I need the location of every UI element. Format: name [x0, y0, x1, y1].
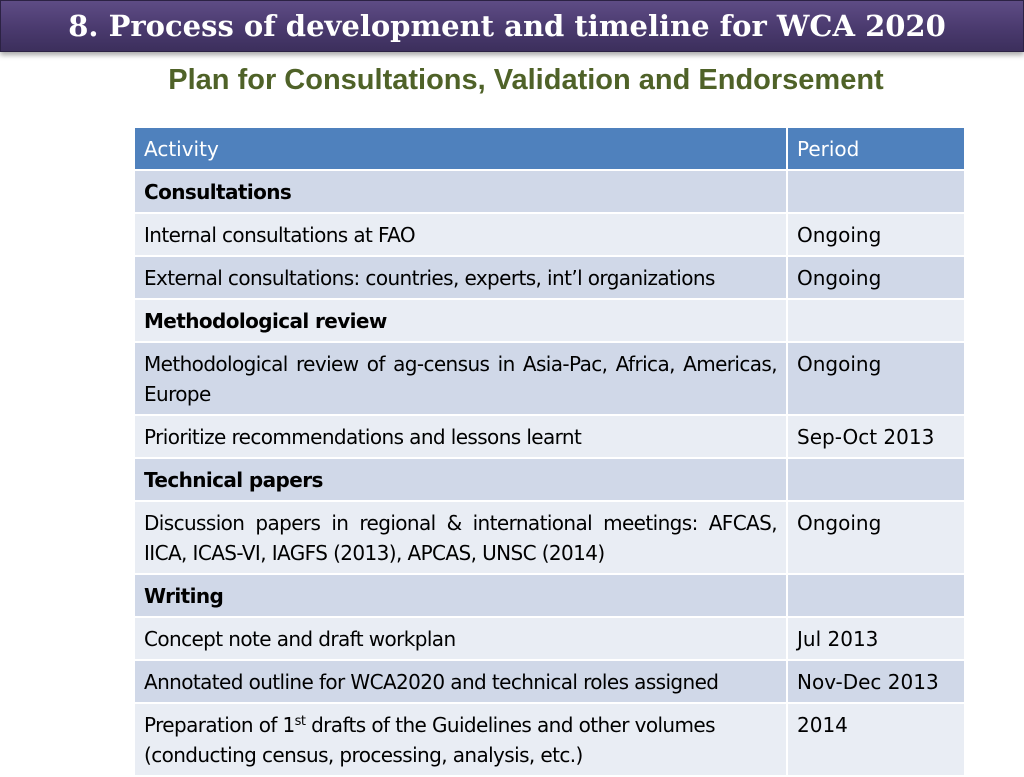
period-cell: Nov-Dec 2013	[787, 660, 965, 703]
table-row	[134, 256, 965, 299]
period-cell: Ongoing	[787, 256, 965, 299]
activity-cell: Annotated outline for WCA2020 and technical roles assigned	[134, 660, 787, 703]
table-row	[134, 342, 965, 415]
plan-table	[133, 126, 966, 777]
table-row	[134, 415, 965, 458]
period-cell: Ongoing	[787, 213, 965, 256]
slide-subtitle: Plan for Consultations, Validation and Endorsement	[168, 64, 884, 96]
section-row-technical-papers	[134, 458, 965, 501]
period-cell: Ongoing	[787, 342, 965, 415]
section-row-writing	[134, 574, 965, 617]
table-row	[134, 617, 965, 660]
activity-cell: Internal consultations at FAO	[134, 213, 787, 256]
section-row-methodological-review	[134, 299, 965, 342]
table-row	[134, 660, 965, 703]
table-row	[134, 501, 965, 574]
period-cell: Ongoing	[787, 501, 965, 574]
activity-cell: Consultations	[134, 170, 787, 213]
activity-cell: Discussion papers in regional & international meetings: AFCAS, IICA, ICAS-VI, IAGFS (2013), APCAS, UNSC (2014)	[134, 501, 787, 574]
activity-column-header: Activity	[134, 127, 787, 170]
slide-title-text: 8. Process of development and timeline for WCA 2020	[68, 9, 946, 43]
section-row-consultations	[134, 170, 965, 213]
ordinal-superscript: st	[294, 714, 306, 729]
period-cell: Jul 2013	[787, 617, 965, 660]
activity-cell: External consultations: countries, experts, int’l organizations	[134, 256, 787, 299]
activity-cell: Technical papers	[134, 458, 787, 501]
period-cell	[787, 299, 965, 342]
period-cell: Sep-Oct 2013	[787, 415, 965, 458]
table-row	[134, 703, 965, 776]
period-cell: 2014	[787, 703, 965, 776]
activity-cell: Concept note and draft workplan	[134, 617, 787, 660]
activity-cell	[134, 703, 787, 776]
table-header-row	[134, 127, 965, 170]
table-row	[134, 213, 965, 256]
activity-text-part: drafts of the Guidelines and other volumes (conducting census, processing, analysis, etc.)	[144, 713, 715, 767]
slide-title	[0, 0, 1024, 52]
period-column-header: Period	[787, 127, 965, 170]
period-cell	[787, 458, 965, 501]
activity-cell: Writing	[134, 574, 787, 617]
activity-cell: Prioritize recommendations and lessons learnt	[134, 415, 787, 458]
period-cell	[787, 574, 965, 617]
period-cell	[787, 170, 965, 213]
activity-cell: Methodological review of ag-census in Asia-Pac, Africa, Americas, Europe	[134, 342, 787, 415]
activity-cell: Methodological review	[134, 299, 787, 342]
activity-text-part: Preparation of 1	[144, 713, 295, 737]
